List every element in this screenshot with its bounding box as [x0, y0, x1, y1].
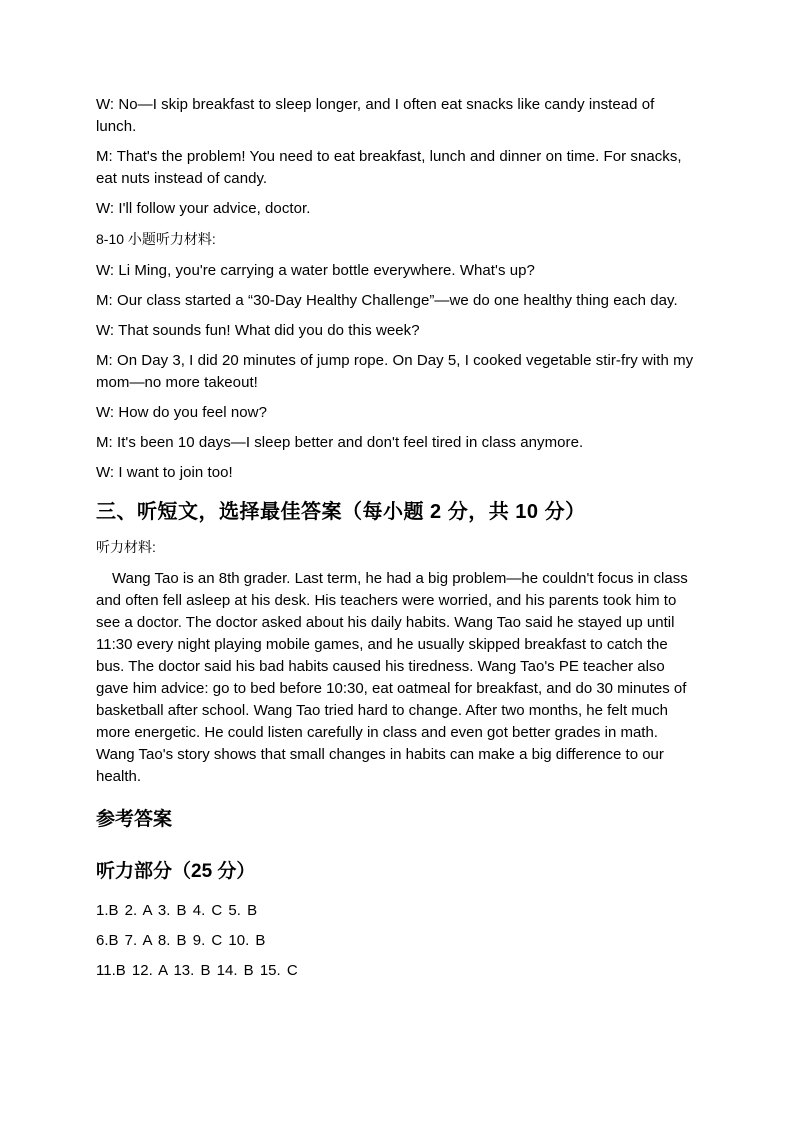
listening-part-heading: 听力部分（25 分） — [96, 861, 256, 882]
dialogue-line: M: It's been 10 days—I sleep better and don't feel tired in class anymore. — [96, 434, 584, 451]
reference-answers-heading: 参考答案 — [96, 809, 173, 830]
dialogue-line: W: No—I skip breakfast to sleep longer, and I often eat snacks like candy instead of lunch. — [96, 96, 655, 135]
dialogue-line: W: Li Ming, you're carrying a water bottle everywhere. What's up? — [96, 262, 535, 279]
dialogue-line: M: That's the problem! You need to eat breakfast, lunch and dinner on time. For snacks, eat nuts instead of candy. — [96, 148, 682, 187]
answer-row: 6.B 7. A 8. B 9. C 10. B — [96, 932, 266, 949]
listening-passage: Wang Tao is an 8th grader. Last term, he had a big problem—he couldn't focus in class and often fell asleep at his desk. His teachers were worried, and his parents took him to see a doctor. The doctor asked about his daily habits. Wang Tao said he stayed up until 11:30 every night playing mobile games, and he usually skipped breakfast to catch the bus. The doctor said his bad habits caused his tiredness. Wang Tao's PE teacher also gave him advice: go to bed before 10:30, eat oatmeal for breakfast, and do 30 minutes of basketball after school. Wang Tao tried hard to change. After two months, he felt much more energetic. He could listen carefully in class and even got better grades in math. Wang Tao's story shows that small changes in habits can make a big difference to our health. — [96, 570, 688, 785]
dialogue-line: W: How do you feel now? — [96, 404, 267, 421]
answer-row: 11.B 12. A 13. B 14. B 15. C — [96, 962, 298, 979]
dialogue-line: W: That sounds fun! What did you do this week? — [96, 322, 420, 339]
dialogue-line: M: On Day 3, I did 20 minutes of jump rope. On Day 5, I cooked vegetable stir-fry with my mom—no more takeout! — [96, 352, 694, 391]
section-8-10-label: 8-10 小题听力材料: — [96, 231, 216, 247]
dialogue-line: W: I want to join too! — [96, 464, 233, 481]
section-3-heading: 三、听短文，选择最佳答案（每小题 2 分，共 10 分） — [96, 501, 586, 523]
answer-row: 1.B 2. A 3. B 4. C 5. B — [96, 902, 258, 919]
dialogue-line: W: I'll follow your advice, doctor. — [96, 200, 311, 217]
document-page — [96, 94, 696, 990]
dialogue-line: M: Our class started a “30-Day Healthy Challenge”—we do one healthy thing each day. — [96, 292, 678, 309]
listening-material-label: 听力材料: — [96, 539, 156, 555]
